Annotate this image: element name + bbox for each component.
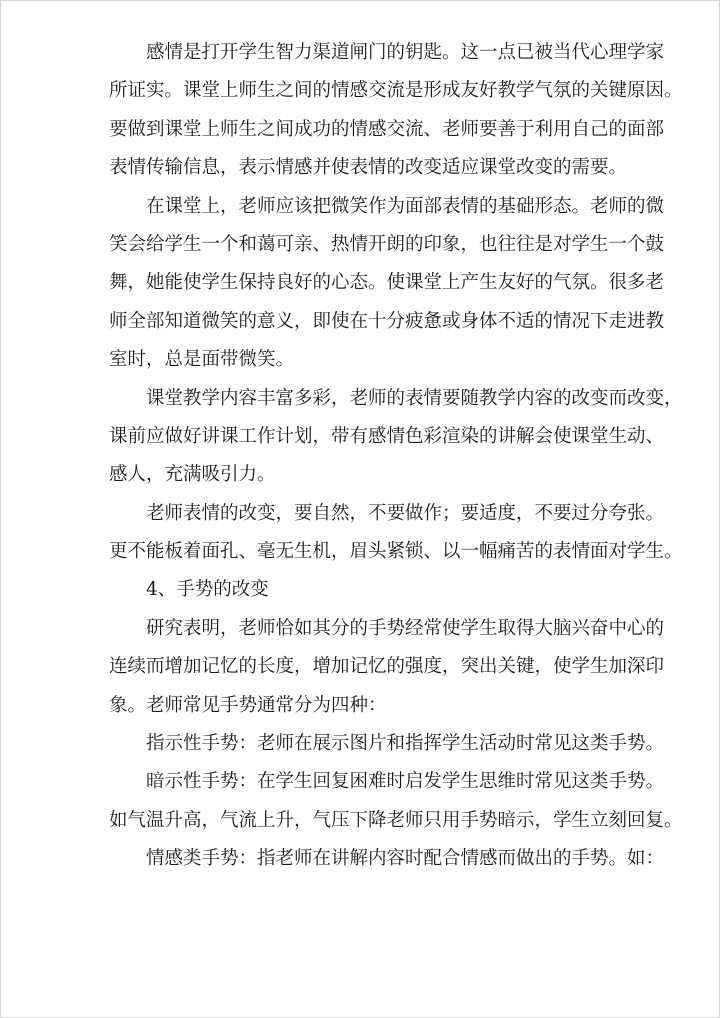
paragraph-line: 舞，她能使学生保持良好的心态。使课堂上产生友好的气氛。很多老 (109, 272, 665, 294)
paragraph-line: 师全部知道微笑的意义，即使在十分疲惫或身体不适的情况下走进教 (109, 310, 665, 332)
paragraph-line: 研究表明，老师恰如其分的手势经常使学生取得大脑兴奋中心的 (146, 617, 665, 639)
paragraph-line: 课前应做好讲课工作计划，带有感情色彩渲染的讲解会使课堂生动、 (109, 425, 665, 447)
paragraph-line: 感情是打开学生智力渠道闸门的钥匙。这一点已被当代心理学家 (146, 42, 665, 63)
paragraph-line: 连续而增加记忆的长度，增加记忆的强度，突出关键，使学生加深印 (109, 656, 665, 678)
paragraph-line: 笑会给学生一个和蔼可亲、热情开朗的印象，也往往是对学生一个鼓 (109, 233, 665, 255)
paragraph-line: 所证实。课堂上师生之间的情感交流是形成友好教学气氛的关键原因。 (109, 80, 683, 102)
document-body (109, 34, 683, 879)
paragraph-line: 指示性手势：老师在展示图片和指挥学生活动时常见这类手势。 (146, 733, 665, 755)
paragraph-line: 感人，充满吸引力。 (109, 464, 276, 486)
paragraph-line: 暗示性手势：在学生回复困难时启发学生思维时常见这类手势。 (146, 771, 665, 793)
paragraph-line: 要做到课堂上师生之间成功的情感交流、老师要善于利用自己的面部 (109, 118, 665, 140)
paragraph-line: 象。老师常见手势通常分为四种： (109, 694, 387, 716)
paragraph-line: 情感类手势：指老师在讲解内容时配合情感而做出的手势。如： (146, 848, 665, 870)
paragraph-line: 课堂教学内容丰富多彩，老师的表情要随教学内容的改变而改变， (146, 387, 683, 409)
paragraph-line: 老师表情的改变，要自然，不要做作；要适度，不要过分夸张。 (146, 502, 665, 524)
paragraph-line: 在课堂上，老师应该把微笑作为面部表情的基础形态。老师的微 (146, 195, 665, 217)
section-heading: 4、手势的改变 (146, 579, 269, 601)
paragraph-line: 更不能板着面孔、毫无生机，眉头紧锁、以一幅痛苦的表情面对学生。 (109, 541, 683, 563)
paragraph-line: 室时，总是面带微笑。 (109, 349, 295, 371)
paragraph-line: 表情传输信息，表示情感并使表情的改变适应课堂改变的需要。 (109, 157, 628, 179)
paragraph-line: 如气温升高，气流上升，气压下降老师只用手势暗示，学生立刻回复。 (109, 809, 683, 831)
